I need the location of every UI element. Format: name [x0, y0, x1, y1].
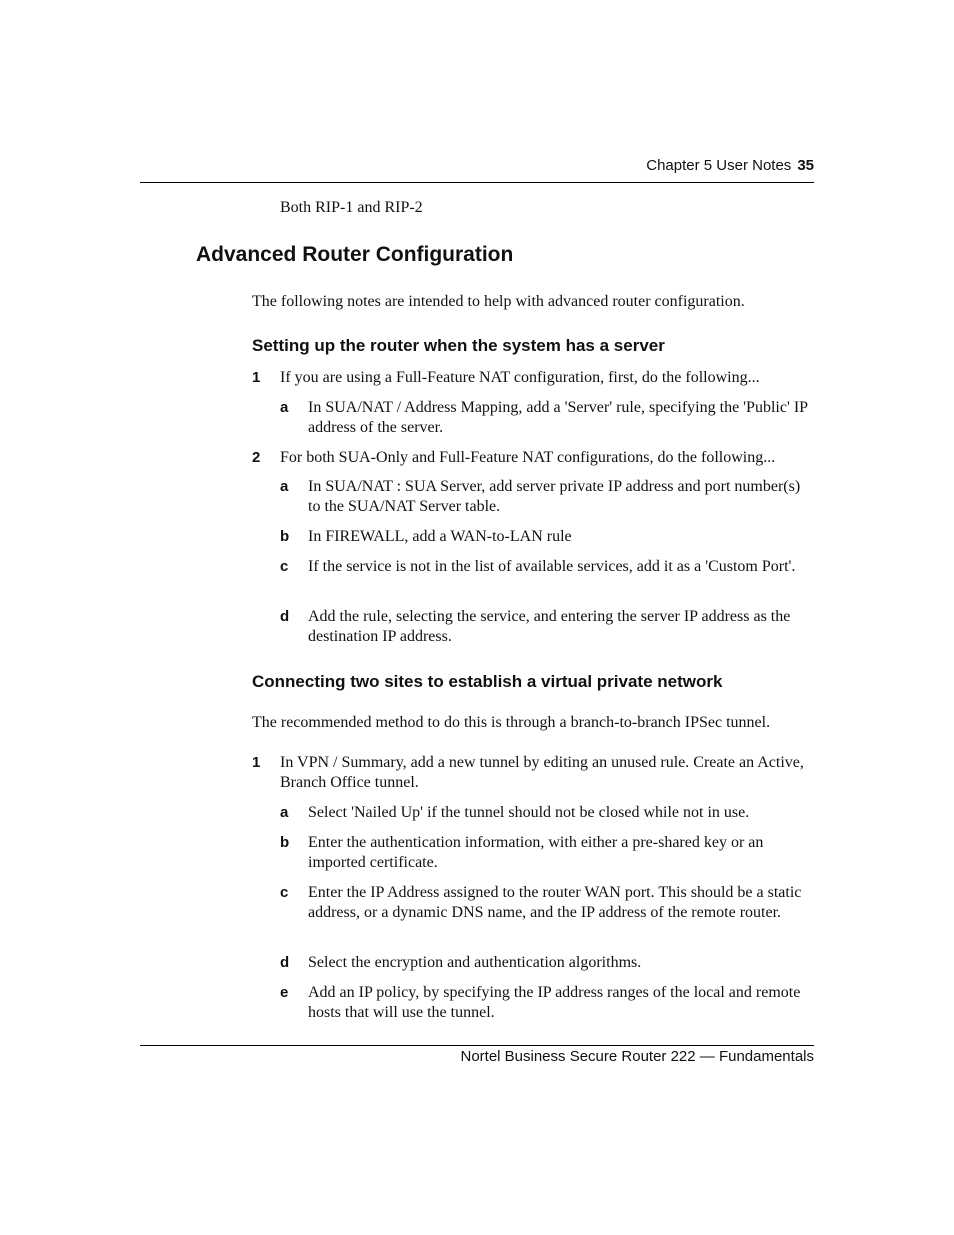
- subsection-intro: The recommended method to do this is through a branch-to-branch IPSec tunnel.: [252, 714, 771, 731]
- substep-text: If the service is not in the list of available services, add it as a 'Custom Port'.: [308, 558, 796, 575]
- substep-text: Select the encryption and authentication algorithms.: [308, 954, 642, 971]
- substep-letter: a: [280, 399, 289, 416]
- substep-text: Enter the IP Address assigned to the router WAN port. This should be a static address, or a dynamic DNS name, and the IP address of the remote router.: [308, 884, 802, 921]
- step-number: 2: [252, 449, 261, 466]
- running-header: [646, 157, 814, 174]
- footer-rule: [140, 1045, 814, 1046]
- substep-letter: e: [280, 984, 289, 1001]
- substep-text: In FIREWALL, add a WAN-to-LAN rule: [308, 528, 572, 545]
- substep-text: In SUA/NAT / Address Mapping, add a 'Server' rule, specifying the 'Public' IP address of the server.: [308, 399, 808, 436]
- section-title: Advanced Router Configuration: [196, 243, 514, 266]
- substep-letter: d: [280, 954, 290, 971]
- substep-text: Add an IP policy, by specifying the IP address ranges of the local and remote hosts that will use the tunnel.: [308, 984, 801, 1021]
- carryover-line: Both RIP-1 and RIP-2: [280, 199, 423, 216]
- step-number: 1: [252, 369, 261, 386]
- substep-text: Enter the authentication information, with either a pre-shared key or an imported certificate.: [308, 834, 764, 871]
- substep-text: Select 'Nailed Up' if the tunnel should not be closed while not in use.: [308, 804, 750, 821]
- substep-text: In SUA/NAT : SUA Server, add server private IP address and port number(s) to the SUA/NAT Server table.: [308, 478, 801, 515]
- subsection-title-vpn: Connecting two sites to establish a virtual private network: [252, 672, 723, 691]
- chapter-title: Chapter 5 User Notes: [646, 157, 792, 174]
- substep-letter: a: [280, 804, 289, 821]
- substep-letter: d: [280, 608, 290, 625]
- step-number: 1: [252, 754, 261, 771]
- step-text: If you are using a Full-Feature NAT configuration, first, do the following...: [280, 369, 760, 386]
- header-rule: [140, 182, 814, 183]
- substep-letter: b: [280, 528, 290, 545]
- page-number: 35: [797, 157, 814, 174]
- substep-text: Add the rule, selecting the service, and entering the server IP address as the destination IP address.: [308, 608, 791, 645]
- step-text: In VPN / Summary, add a new tunnel by editing an unused rule. Create an Active, Branch Office tunnel.: [280, 754, 804, 791]
- substep-letter: c: [280, 558, 289, 575]
- running-footer: Nortel Business Secure Router 222 — Fundamentals: [460, 1048, 814, 1065]
- substep-letter: a: [280, 478, 289, 495]
- substep-letter: b: [280, 834, 290, 851]
- subsection-title-server: Setting up the router when the system has a server: [252, 336, 665, 355]
- section-intro: The following notes are intended to help with advanced router configuration.: [252, 293, 745, 310]
- step-text: For both SUA-Only and Full-Feature NAT configurations, do the following...: [280, 449, 776, 466]
- substep-letter: c: [280, 884, 289, 901]
